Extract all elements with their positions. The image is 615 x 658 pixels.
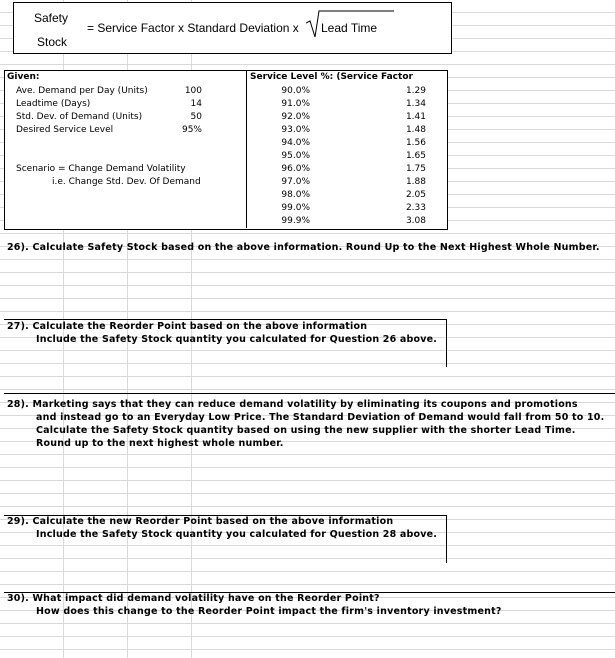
question-28-line4: Round up to the next highest whole number. [36,438,284,449]
service-table-header: Service Level %: (Service Factor [250,72,413,82]
formula-sqrt-term: Lead Time [321,21,378,35]
service-factor: 2.05 [405,190,426,200]
given-value-demand: 100 [184,86,202,96]
given-value-leadtime: 14 [190,99,202,109]
service-level: 96.0% [281,164,310,174]
question-27-line1: 27). Calculate the Reorder Point based on the above information [7,321,368,332]
formula-label-safety: Safety [34,11,69,25]
given-label-leadtime: Leadtime (Days) [16,99,91,109]
service-factor: 1.65 [405,151,426,161]
service-level: 98.0% [281,190,310,200]
q27-top-border [4,319,446,320]
service-level: 95.0% [281,151,310,161]
service-factor: 1.29 [405,86,426,96]
formula-box [13,2,452,54]
service-factor: 1.48 [405,125,426,135]
q26-top-border [4,229,446,230]
question-27-line2: Include the Safety Stock quantity you calculated for Question 26 above. [36,334,438,345]
service-level: 93.0% [281,125,310,135]
service-factor: 1.88 [405,177,426,187]
service-factor: 3.08 [405,216,426,226]
service-factor: 1.56 [405,138,426,148]
service-level: 90.0% [281,86,310,96]
given-label-service: Desired Service Level [16,125,114,135]
service-level: 99.9% [281,216,310,226]
given-header: Given: [7,72,40,82]
question-29-line2: Include the Safety Stock quantity you calculated for Question 28 above. [36,529,438,540]
given-value-service: 95% [181,125,202,135]
given-value-stddev: 50 [190,112,202,122]
q28-top-border [4,393,615,394]
given-label-demand: Ave. Demand per Day (Units) [16,86,148,96]
scenario-line1: Scenario = Change Demand Volatility [16,164,186,174]
service-level: 94.0% [281,138,310,148]
question-26: 26). Calculate Safety Stock based on the above information. Round Up to the Next Highest Whole Number. [7,242,600,253]
q27-right-border [446,319,447,367]
question-29-line1: 29). Calculate the new Reorder Point based on the above information [7,516,394,527]
question-28-line1: 28). Marketing says that they can reduce demand volatility by eliminating its coupons and promotions [7,399,578,410]
question-30-line2: How does this change to the Reorder Point impact the firm's inventory investment? [36,606,502,617]
given-label-stddev: Std. Dev. of Demand (Units) [16,112,143,122]
formula-label-stock: Stock [37,35,68,49]
question-28-line2: and instead go to an Everyday Low Price. The Standard Deviation of Demand would fall from 50 to 10. [36,412,605,423]
service-factor: 1.75 [405,164,426,174]
scenario-line2: i.e. Change Std. Dev. Of Demand [52,177,201,187]
service-factor: 2.33 [405,203,426,213]
question-28-line3: Calculate the Safety Stock quantity based on using the new supplier with the shorter Lead Time. [36,425,576,436]
given-divider [246,70,247,228]
service-level: 97.0% [281,177,310,187]
service-level: 99.0% [281,203,310,213]
question-30-line1: 30). What impact did demand volatility have on the Reorder Point? [7,593,380,604]
q29-right-border [446,515,447,563]
service-level: 92.0% [281,112,310,122]
service-factor: 1.34 [405,99,426,109]
formula-equation: = Service Factor x Standard Deviation x [87,21,299,35]
service-factor: 1.41 [405,112,426,122]
service-level: 91.0% [281,99,310,109]
